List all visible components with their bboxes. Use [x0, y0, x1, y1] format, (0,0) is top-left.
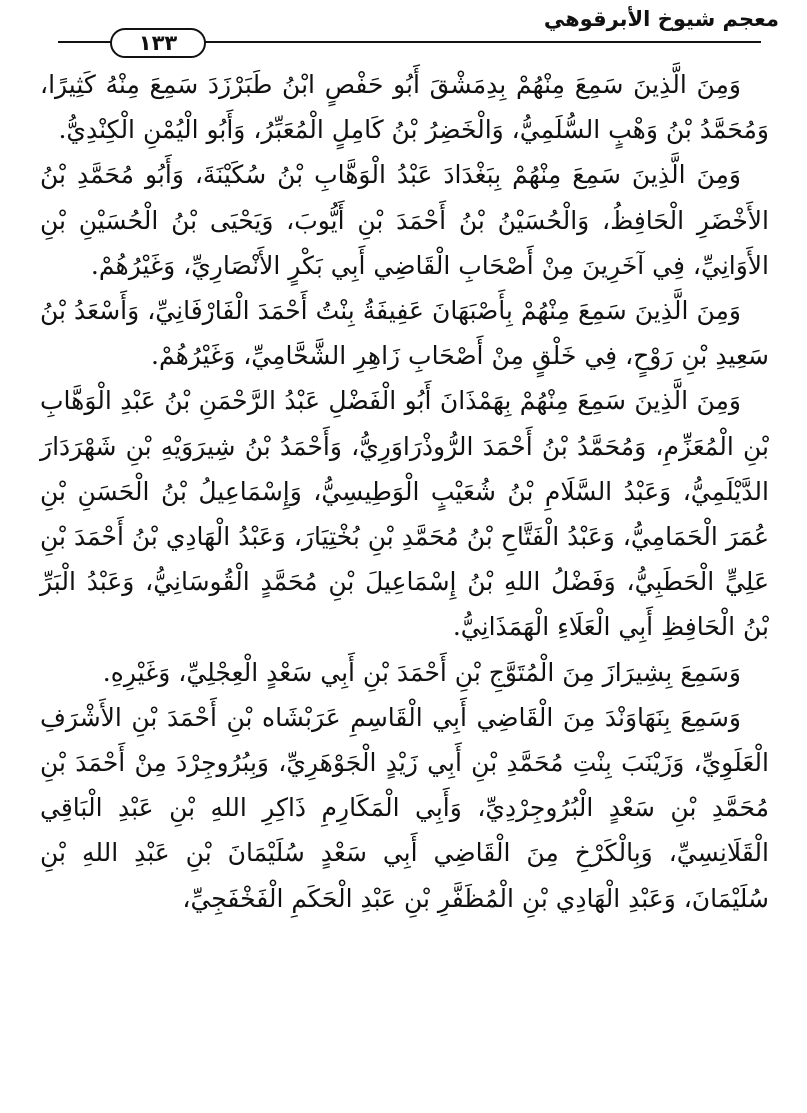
paragraph-baghdad: وَمِنَ الَّذِينَ سَمِعَ مِنْهُمْ بِبَغْدَادَ عَبْدُ الْوَهَّابِ بْنُ سُكَيْنَةَ، وَأَبُو مُحَمَّدِ بْنُ الأَخْضَرِ الْحَافِظُ، وَالْحُسَيْنُ بْنُ أَحْمَدَ بْنِ أَيُّوبَ، وَيَحْيَى بْنُ الْحُسَيْنِ بْنِ الأَوَانِيِّ، فِي آخَرِينَ مِنْ أَصْحَابِ الْقَاضِي أَبِي بَكْرٍ الأَنْصَارِيِّ، وَغَيْرُهُمْ. [40, 160, 769, 280]
paragraph-isfahan: وَمِنَ الَّذِينَ سَمِعَ مِنْهُمْ بِأَصْبَهَانَ عَفِيفَةُ بِنْتُ أَحْمَدَ الْفَارْفَانِيِّ، وَأَسْعَدُ بْنُ سَعِيدِ بْنِ رَوْحٍ، فِي خَلْقٍ مِنْ أَصْحَابِ زَاهِرِ الشَّحَّامِيِّ، وَغَيْرُهُمْ. [40, 296, 769, 371]
running-header-title: معجم شيوخ الأبرقوهي [543, 7, 779, 31]
paragraph-damascus: وَمِنَ الَّذِينَ سَمِعَ مِنْهُمْ بِدِمَشْقَ أَبُو حَفْصٍ ابْنُ طَبَرْزَدَ سَمِعَ مِنْهُ كَثِيرًا، وَمُحَمَّدُ بْنُ وَهْبٍ السُّلَمِيُّ، وَالْخَضِرُ بْنُ كَامِلٍ الْمُعَبِّرُ، وَأَبُو الْيُمْنِ الْكِنْدِيُّ. [40, 70, 769, 145]
paragraph-shiraz: وَسَمِعَ بِشِيرَازَ مِنَ الْمُتَوَّجِ بْنِ أَحْمَدَ بْنِ أَبِي سَعْدٍ الْعِجْلِيِّ، وَغَيْرِهِ. [102, 657, 741, 687]
paragraph-hamadan: وَمِنَ الَّذِينَ سَمِعَ مِنْهُمْ بِهَمْذَانَ أَبُو الْفَضْلِ عَبْدُ الرَّحْمَنِ بْنُ عَبْدِ الْوَهَّابِ بْنِ الْمُعَزِّمِ، وَمُحَمَّدُ بْنُ أَحْمَدَ الرُّوذْرَاوَرِيُّ، وَأَحْمَدُ بْنُ شِيرَوَيْهِ بْنِ شَهْرَدَارَ الدَّيْلَمِيُّ، وَعَبْدُ السَّلَامِ بْنُ شُعَيْبٍ الْوَطِيسِيُّ، وَإِسْمَاعِيلُ بْنُ الْحَسَنِ بْنِ عُمَرَ الْحَمَامِيُّ، وَعَبْدُ الْفَتَّاحِ بْنُ مُحَمَّدِ بْنِ بُخْتِيَارَ، وَعَبْدُ الْهَادِي بْنُ أَحْمَدَ بْنِ عَلِيٍّ الْحَطَبِيُّ، وَفَضْلُ اللهِ بْنُ إِسْمَاعِيلَ بْنِ مُحَمَّدٍ الْقُوسَانِيُّ، وَعَبْدُ الْبَرِّ بْنُ الْحَافِظِ أَبِي الْعَلَاءِ الْهَمَذَانِيُّ. [40, 386, 769, 642]
paragraph-nahavand: وَسَمِعَ بِنَهَاوَنْدَ مِنَ الْقَاضِي أَبِي الْقَاسِمِ عَرَبْشَاه بْنِ أَحْمَدَ بْنِ الأَشْرَفِ الْعَلَوِيِّ، وَزَيْنَبَ بِنْتِ مُحَمَّدِ بْنِ أَبِي زَيْدٍ الْجَوْهَرِيِّ، وَبِبُرُوجِرْدَ مِنْ أَحْمَدَ بْنِ مُحَمَّدِ بْنِ سَعْدٍ الْبُرُوجِرْدِيِّ، وَأَبِي الْمَكَارِمِ ذَاكِرِ اللهِ بْنِ عَبْدِ الْبَاقِي الْقَلَانِسِيِّ، وَبِالْكَرْخِ مِنَ الْقَاضِي أَبِي سَعْدٍ سُلَيْمَانَ بْنِ عَبْدِ اللهِ بْنِ سُلَيْمَانَ، وَعَبْدِ الْهَادِي بْنِ الْمُظَفَّرِ بْنِ عَبْدِ الْحَكَمِ الْفَخْفَجِيِّ، [40, 702, 769, 913]
page-number-badge: ١٣٣ [110, 28, 206, 58]
body-text [40, 62, 769, 921]
